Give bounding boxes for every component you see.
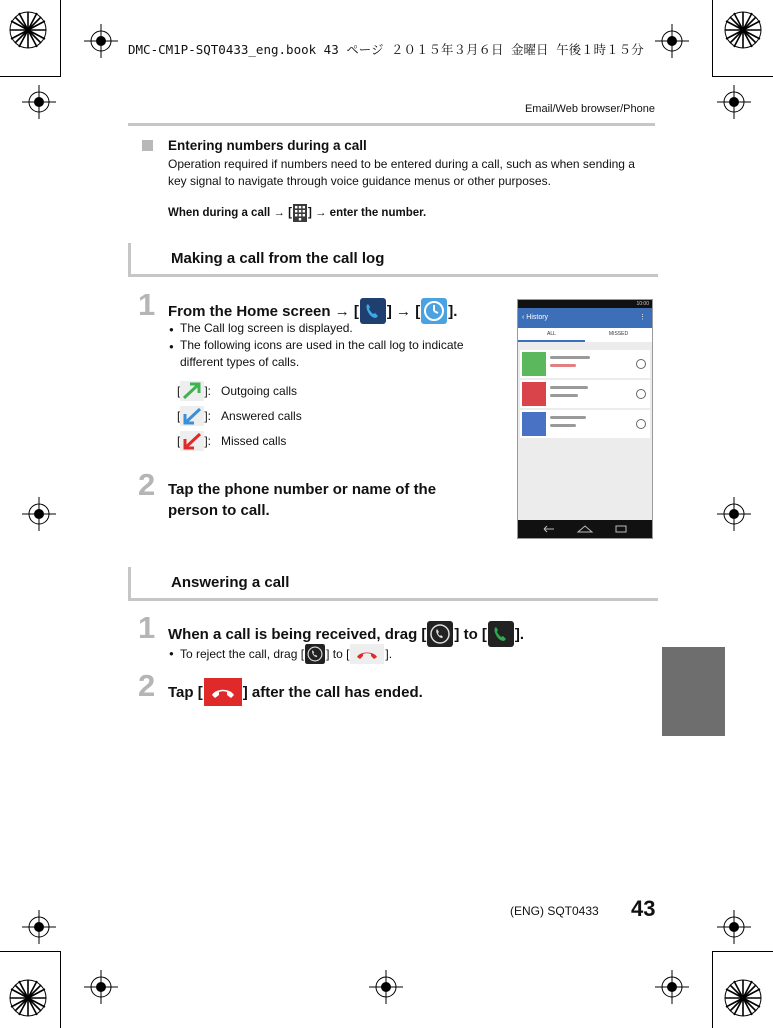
- answering-step1-suffix: ].: [514, 625, 525, 643]
- answering-step2-prefix: Tap [: [168, 683, 203, 701]
- keypad-instruction-prefix: When during a call → [: [168, 207, 292, 219]
- registration-crosshair-icon: [369, 970, 403, 1004]
- clock-icon: [636, 389, 646, 399]
- icon-legend-outgoing: [ ]: Outgoing calls: [177, 381, 297, 401]
- bullet-call-log-displayed: ● The Call log screen is displayed.: [180, 320, 353, 337]
- call-log-heading-bar: [128, 243, 658, 277]
- icon-legend-missed: [ ]: Missed calls: [177, 431, 286, 451]
- call-log-row: [520, 380, 650, 408]
- outgoing-arrow-icon: [180, 381, 204, 401]
- answered-arrow-icon: [180, 406, 204, 426]
- call-log-heading: Making a call from the call log: [171, 250, 385, 267]
- registration-crosshair-icon: [717, 910, 751, 944]
- end-call-red-icon: [204, 678, 242, 706]
- phone-tab-missed: MISSED: [608, 331, 629, 337]
- step-number: 1: [138, 287, 156, 322]
- keypad-instruction: [168, 204, 426, 222]
- starburst-target-icon: [8, 978, 48, 1018]
- registration-crosshair-icon: [84, 24, 118, 58]
- starburst-target-icon: [8, 10, 48, 50]
- registration-crosshair-icon: [84, 970, 118, 1004]
- subsection-desc-line2: key signal to navigate through voice guidance menus or other purposes.: [168, 174, 551, 188]
- registration-crosshair-icon: [22, 85, 56, 119]
- answering-step2: [168, 678, 423, 706]
- answering-step1-prefix: When a call is being received, drag [: [168, 625, 427, 643]
- step-number: 1: [138, 610, 156, 645]
- call-log-step2-line1: Tap the phone number or name of the: [168, 481, 437, 498]
- registration-crosshair-icon: [717, 497, 751, 531]
- phone-tabs: [518, 328, 652, 342]
- phone-tab-all: ALL: [518, 328, 585, 342]
- clock-icon: [636, 359, 646, 369]
- answering-step2-suffix: ] after the call has ended.: [242, 683, 423, 701]
- phone-app-title: History: [526, 314, 549, 321]
- page-number: 43: [631, 896, 656, 921]
- phone-app-bar: [518, 308, 652, 328]
- keypad-instruction-suffix: ] → enter the number.: [307, 207, 427, 219]
- contact-avatar-icon: [522, 412, 546, 436]
- step-number: 2: [138, 467, 156, 502]
- registration-crosshair-icon: [22, 497, 56, 531]
- contact-avatar-icon: [522, 352, 546, 376]
- step1-suffix: ].: [448, 302, 458, 320]
- clock-icon: [636, 419, 646, 429]
- registration-crosshair-icon: [655, 24, 689, 58]
- call-log-row: [520, 350, 650, 378]
- missed-arrow-icon: [180, 431, 204, 451]
- phone-app-icon: [360, 298, 386, 324]
- registration-crosshair-icon: [22, 910, 56, 944]
- step1-prefix: From the Home screen → [: [168, 302, 359, 320]
- call-log-row: [520, 410, 650, 438]
- starburst-target-icon: [723, 978, 763, 1018]
- answer-call-green-icon: [488, 621, 514, 647]
- answering-step1-mid: ] to [: [454, 625, 487, 643]
- back-chevron-icon: ‹: [522, 314, 527, 321]
- reject-bullet-mid: ] to [: [326, 646, 350, 661]
- footer-code: (ENG) SQT0433: [510, 904, 599, 918]
- registration-crosshair-icon: [655, 970, 689, 1004]
- chapter-tab: [662, 647, 725, 736]
- contact-avatar-icon: [522, 382, 546, 406]
- top-divider: [128, 123, 655, 126]
- bullet-icons-line2: different types of calls.: [180, 355, 300, 369]
- print-header-note: DMC-CM1P-SQT0433_eng.book 43 ページ ２０１５年３月６日 金曜日 午後１時１５分: [128, 42, 644, 57]
- incoming-call-handle-icon: [305, 644, 325, 664]
- dialpad-icon: [293, 204, 307, 222]
- icon-legend-answered: [ ]: Answered calls: [177, 406, 302, 426]
- overflow-menu-icon: ⋮: [639, 314, 646, 321]
- bullet-icons-line1: ● The following icons are used in the call log to indicate: [180, 337, 464, 354]
- history-clock-icon: [421, 298, 447, 324]
- phone-nav-bar: [518, 520, 652, 538]
- registration-crosshair-icon: [717, 85, 751, 119]
- subsection-title: Entering numbers during a call: [168, 138, 367, 153]
- subsection-desc-line1: Operation required if numbers need to be entered during a call, such as when sending a: [168, 157, 635, 171]
- incoming-call-handle-icon: [427, 621, 453, 647]
- phone-status-bar: 10:00: [518, 300, 652, 308]
- answering-heading-bar: [128, 567, 658, 601]
- call-log-step2-line2: person to call.: [168, 502, 270, 519]
- step1-mid: ] → [: [386, 302, 421, 320]
- reject-bullet-suffix: ].: [385, 646, 393, 661]
- reject-call-red-icon: [350, 644, 384, 664]
- section-label: Email/Web browser/Phone: [524, 103, 655, 115]
- answering-heading: Answering a call: [171, 574, 290, 591]
- reject-bullet-prefix: ● To reject the call, drag [: [180, 646, 305, 661]
- reject-call-bullet: [180, 644, 392, 664]
- call-history-screenshot: [517, 299, 653, 539]
- step-number: 2: [138, 668, 156, 703]
- starburst-target-icon: [723, 10, 763, 50]
- subsection-square-icon: [142, 140, 153, 151]
